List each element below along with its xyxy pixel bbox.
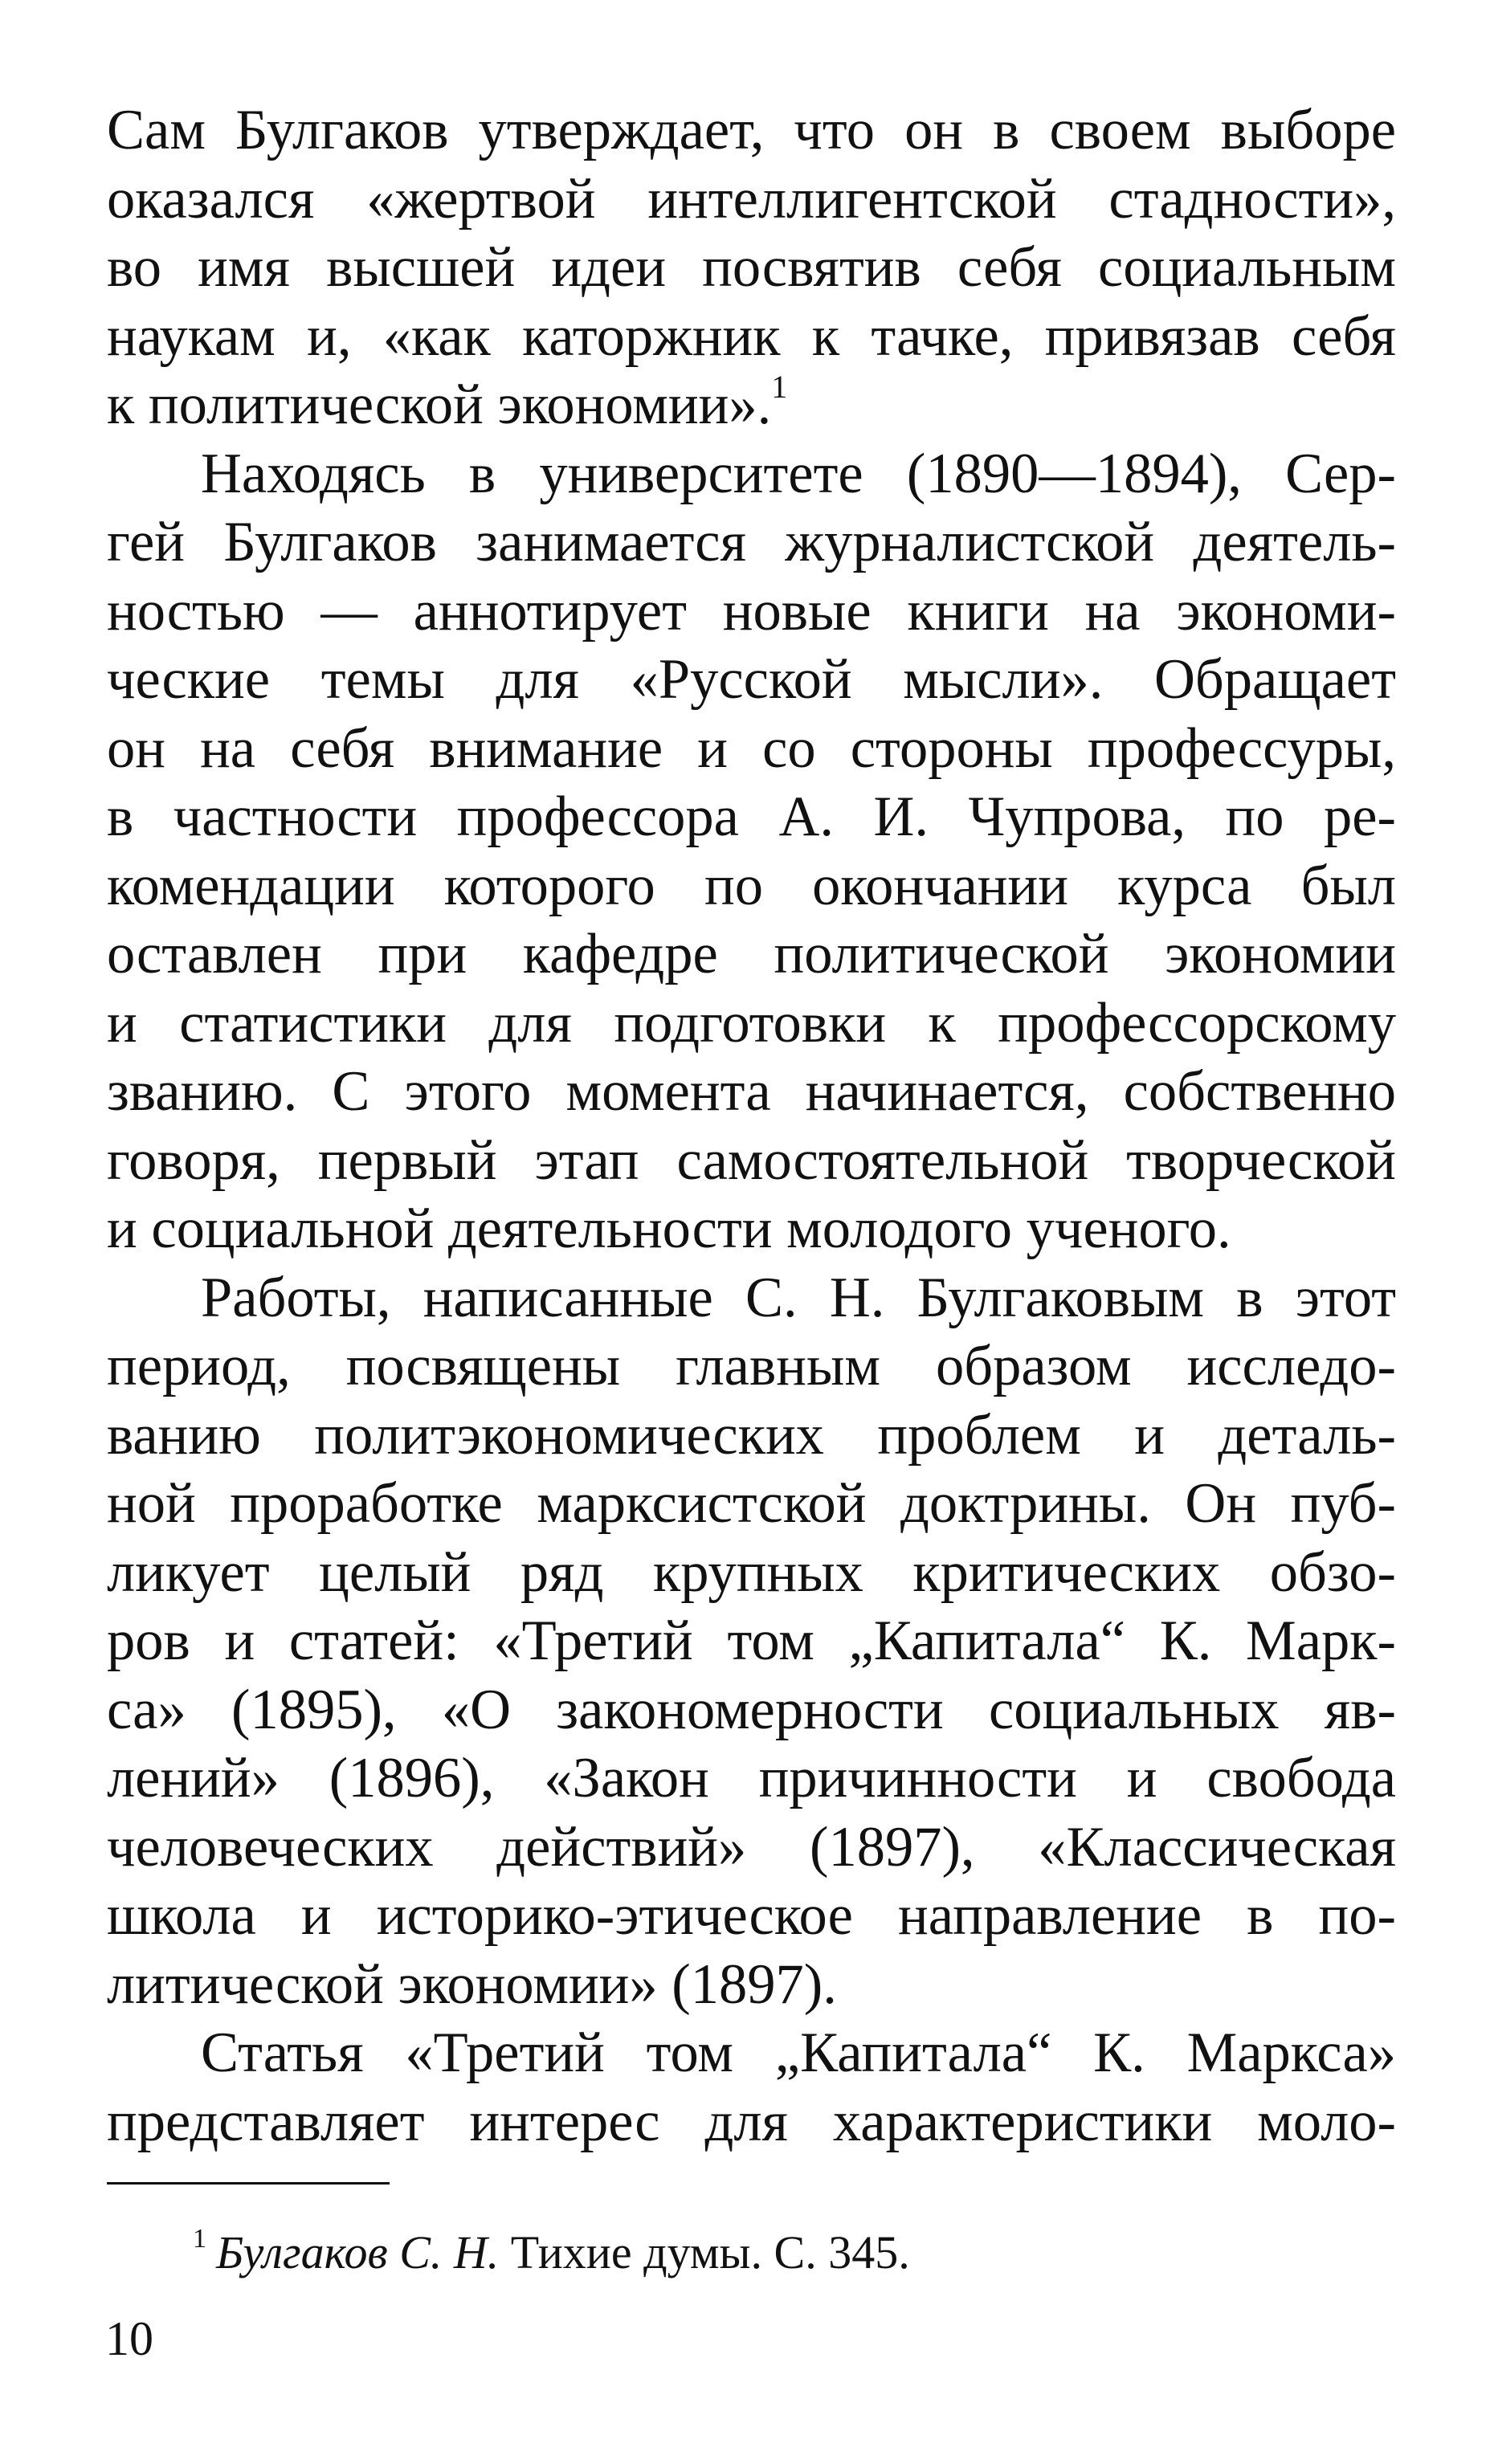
footnote-author: Булгаков С. Н. <box>216 2226 500 2278</box>
paragraph-4 <box>107 2019 1396 2156</box>
text-line: ров и статей: «Третий том „Капитала“ К. Марк- <box>107 1609 1396 1672</box>
text-line: оставлен при кафедре политической экономии <box>107 923 1396 985</box>
text-line: Статья «Третий том „Капитала“ К. Маркса» <box>201 2021 1396 2084</box>
text-line: ликует целый ряд крупных критических обзо- <box>107 1540 1396 1604</box>
text-line: са» (1895), «О закономерности социальных яв- <box>107 1678 1396 1741</box>
paragraph-2 <box>107 440 1396 1264</box>
text-line: и социальной деятельности молодого ученого. <box>107 1197 1231 1260</box>
text-line: он на себя внимание и со стороны профессуры, <box>107 716 1396 780</box>
text-line-content: к политической экономии». <box>107 373 772 436</box>
text-line: званию. С этого момента начинается, собственно <box>107 1060 1396 1123</box>
text-line: лений» (1896), «Закон причинности и свобода <box>107 1747 1396 1809</box>
text-line: представляет интерес для характеристики моло- <box>107 2090 1396 2153</box>
text-line: ной проработке марксистской доктрины. Он пуб- <box>107 1472 1396 1535</box>
footnote <box>193 2225 910 2281</box>
text-line: гей Булгаков занимается журналистской деятель- <box>107 511 1396 573</box>
text-line: литической экономии» (1897). <box>107 1952 837 2016</box>
footnote-reference: 1 <box>771 368 788 405</box>
text-line: период, посвящены главным образом исследо- <box>107 1335 1396 1397</box>
text-line: человеческих действий» (1897), «Классическая <box>107 1815 1396 1879</box>
text-line: наукам и, «как каторжник к тачке, привязав себя <box>107 304 1396 368</box>
text-line: во имя высшей идеи посвятив себя социальным <box>107 236 1396 299</box>
page-number: 10 <box>105 2312 153 2365</box>
text-line: в частности профессора А. И. Чупрова, по ре- <box>107 785 1396 848</box>
text-line: Находясь в университете (1890—1894), Сер- <box>201 442 1396 505</box>
text-line: и статистики для подготовки к профессорскому <box>107 991 1396 1055</box>
footnote-divider <box>107 2182 390 2185</box>
paragraph-1 <box>107 96 1396 440</box>
text-line: говоря, первый этап самостоятельной творческой <box>107 1128 1396 1192</box>
text-line: ванию политэкономических проблем и деталь- <box>107 1403 1396 1467</box>
text-line: ческие темы для «Русской мысли». Обращает <box>107 648 1396 711</box>
footnote-marker: 1 <box>193 2223 206 2254</box>
text-line: комендации которого по окончании курса был <box>107 854 1396 917</box>
text-line: ностью — аннотирует новые книги на экономи- <box>107 579 1396 643</box>
paragraph-3 <box>107 1264 1396 2020</box>
footnote-text: Тихие думы. С. 345. <box>510 2226 910 2278</box>
text-line: Сам Булгаков утверждает, что он в своем выборе <box>107 99 1396 161</box>
main-text <box>107 96 1396 2156</box>
text-line <box>107 368 1396 440</box>
text-line: Работы, написанные С. Н. Булгаковым в этот <box>201 1266 1396 1329</box>
text-line: оказался «жертвой интеллигентской стадности», <box>107 167 1396 230</box>
text-line: школа и историко-этическое направление в по- <box>107 1884 1396 1947</box>
